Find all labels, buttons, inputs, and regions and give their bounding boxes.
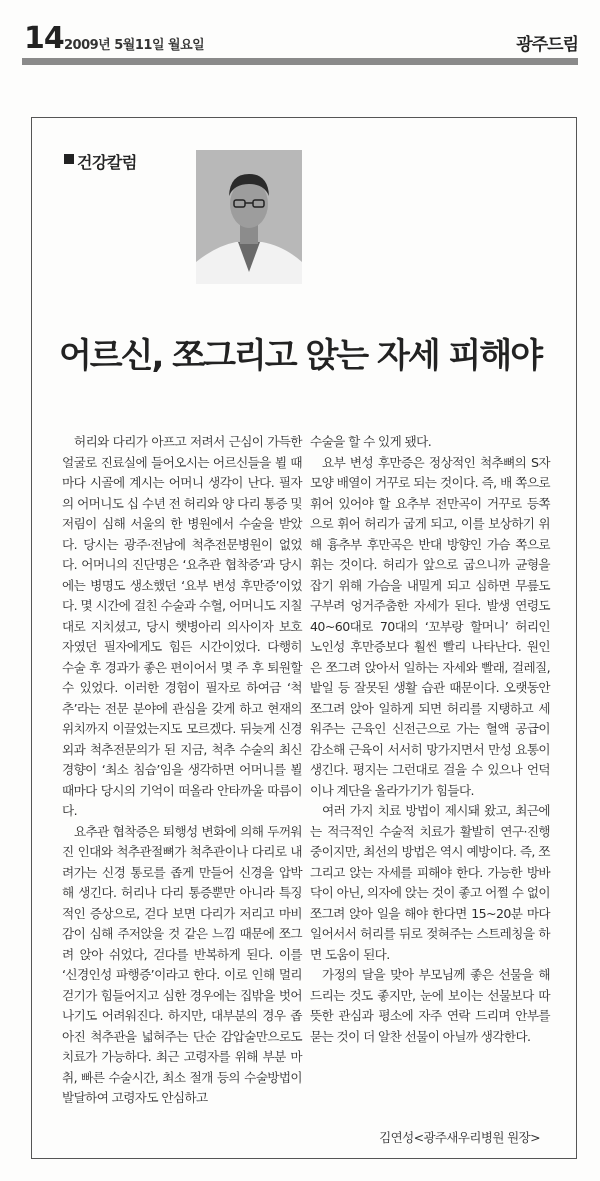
author-photo: [196, 150, 302, 284]
issue-date: 2009년 5월11일 월요일: [64, 38, 205, 53]
publication-logo: 광주드림: [516, 35, 578, 55]
column-label-text: 건강칼럼: [77, 153, 137, 172]
left-column: [62, 432, 302, 1109]
header-rule: [22, 58, 578, 65]
paragraph: 여러 가지 치료 방법이 제시돼 왔고, 최근에는 적극적인 수술적 치료가 활발히 연구·진행 중이지만, 최선의 방법은 역시 예방이다. 즉, 쪼그리고 앉는 자세를 피해야 한다. 가능한 방바닥이 아닌, 의자에 앉는 것이 좋고 어쩔 수 없이 쪼그려 앉아 일을 해야 한다면 15~20분 마다 일어서서 허리를 뒤로 젖혀주는 스트레칭을 하면 도움이 된다.: [310, 803, 550, 962]
page-number: 14: [24, 21, 64, 56]
paragraph: 가정의 달을 맞아 부모님께 좋은 선물을 해드리는 것도 좋지만, 눈에 보이는 선물보다 따뜻한 관심과 평소에 자주 연락 드리며 안부를 묻는 것이 더 알찬 선물이 아닐까 생각한다.: [310, 967, 550, 1044]
paragraph: 요추관 협착증은 퇴행성 변화에 의해 두꺼워진 인대와 척추관절뼈가 척추관이나 다리로 내려가는 신경 통로를 좁게 만들어 신경을 압박해 생긴다. 허리나 다리 통증뿐만 아니라 특징적인 증상으로, 걷다 보면 다리가 저리고 마비감이 심해 주저앉을 것 같은 느낌 때문에 쪼그려 앉아 쉬었다, 걷다를 반복하게 된다. 이를 ‘신경인성 파행증’이라고 한다. 이로 인해 멀리 걷기가 힘들어지고 심한 경우에는 집밖을 벗어나기도 어려워진다. 하지만, 대부분의 경우 좁아진 척추관을 넓혀주는 단순 감압술만으로도 치료가 가능하다. 최근 고령자를 위해 부분 마취, 빠른 수술시간, 최소 절개 등의 수술방법이 발달하여 고령자도 안심하고: [62, 823, 302, 1105]
label-square-icon: [64, 154, 74, 164]
author-portrait-icon: [196, 150, 302, 284]
author-signature: 김연성<광주새우리병원 원장>: [379, 1130, 540, 1145]
paragraph: 수술을 할 수 있게 됐다.: [310, 434, 432, 449]
headline: 어르신, 쪼그리고 앉는 자세 피해야: [58, 336, 542, 376]
paragraph: 요부 변성 후만증은 정상적인 척추뼈의 S자 모양 배열이 거꾸로 되는 것이다. 즉, 배 쪽으로 휘어 있어야 할 요추부 전만곡이 거꾸로 등쪽으로 휘어 허리가 굽게 되고, 이를 보상하기 위해 흉추부 후만곡은 반대 방향인 가슴 쪽으로 휘는 것이다. 허리가 앞으로 굽으니까 균형을 잡기 위해 가슴을 내밀게 되고 심하면 무릎도 구부려 엉거주춤한 자세가 된다. 발생 연령도 40~60대로 70대의 ‘꼬부랑 할머니’ 허리인 노인성 후만증보다 훨씬 빨리 나타난다. 원인은 쪼그려 앉아서 일하는 자세와 빨래, 걸레질, 밭일 등 잘못된 생활 습관 때문이다. 오랫동안 쪼그려 앉아 일하게 되면 허리를 지탱하고 세워주는 근육인 신전근으로 가는 혈액 공급이 감소해 근육이 서서히 망가지면서 만성 요통이 생긴다. 평지는 그런대로 걸을 수 있으나 언덕이나 계단을 올라가기가 힘들다.: [310, 454, 550, 798]
paragraph: 허리와 다리가 아프고 저려서 근심이 가득한 얼굴로 진료실에 들어오시는 어르신들을 뵐 때마다 시골에 계시는 어머니 생각이 난다. 필자의 어머니도 십 수년 전 허리와 양 다리 통증 및 저림이 심해 서울의 한 병원에서 수술을 받았다. 당시는 광주·전남에 척추전문병원이 없었다. 어머니의 진단명은 ‘요추관 협착증’과 당시에는 병명도 생소했던 ‘요부 변성 후만증’이었다. 몇 시간에 걸친 수술과 수혈, 어머니도 지칠대로 지치셨고, 당시 햇병아리 의사이자 보호자였던 필자에게도 힘든 시간이었다. 다행히 수술 후 경과가 좋은 편이어서 몇 주 후 퇴원할 수 있었다. 이러한 경험이 필자로 하여금 ‘척추’라는 전문 분야에 관심을 갖게 하고 현재의 위치까지 이끌었는지도 모르겠다. 뒤늦게 신경외과 척추전문의가 된 지금, 척추 수술의 최신 경향이 ‘최소 침습’임을 생각하면 어머니를 뵐 때마다 당시의 기억이 떠올라 안타까울 따름이다.: [62, 434, 302, 818]
column-label: [64, 150, 137, 173]
right-column: [310, 432, 550, 1047]
